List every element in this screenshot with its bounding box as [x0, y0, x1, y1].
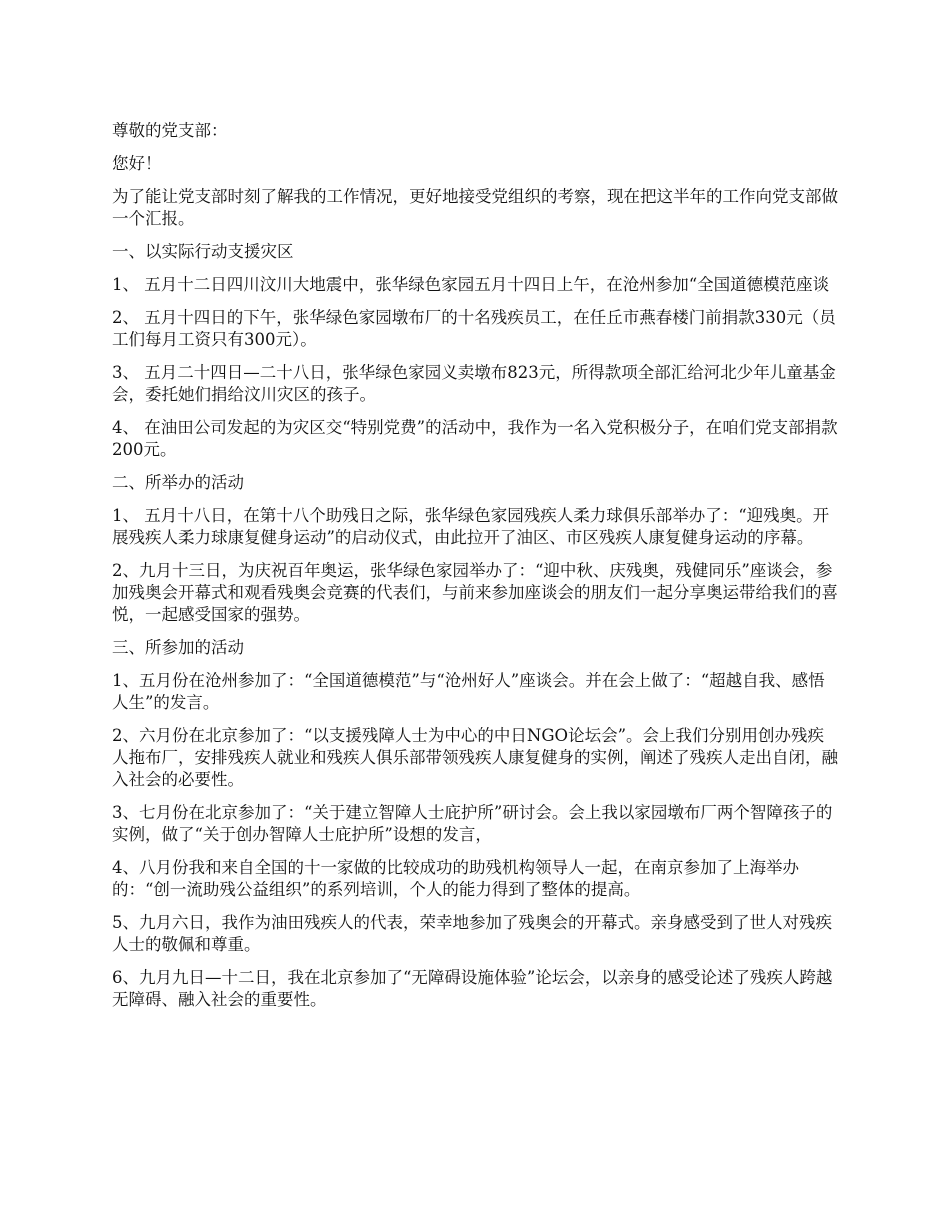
list-item: 5、九月六日，我作为油田残疾人的代表，荣幸地参加了残奥会的开幕式。亲身感受到了世人对残疾人士的敬佩和尊重。 — [112, 913, 832, 954]
section-heading: 二、所举办的活动 — [112, 473, 244, 492]
list-item: 6、九月九日—十二日，我在北京参加了“无障碍设施体验”论坛会，以亲身的感受论述了残疾人跨越无障碍、融入社会的重要性。 — [112, 968, 833, 1009]
list-item: 1、 五月十八日，在第十八个助残日之际，张华绿色家园残疾人柔力球俱乐部举办了：“迎残奥。开展残疾人柔力球康复健身运动”的启动仪式，由此拉开了油区、市区残疾人康复健身运动的序幕。 — [112, 506, 830, 547]
list-item: 1、五月份在沧州参加了：“全国道德模范”与“沧州好人”座谈会。并在会上做了：“超越自我、感悟人生”的发言。 — [112, 671, 825, 712]
greeting: 您好！ — [112, 154, 162, 173]
salutation: 尊敬的党支部： — [112, 121, 228, 140]
section-heading: 三、所参加的活动 — [112, 638, 244, 657]
list-item: 2、六月份在北京参加了：“以支援残障人士为中心的中日NGO论坛会”。会上我们分别用创办残疾人拖布厂，安排残疾人就业和残疾人俱乐部带领残疾人康复健身的实例，阐述了残疾人走出自闭，融入社会的必要性。 — [112, 726, 838, 789]
document-body — [112, 120, 840, 1022]
list-item: 2、九月十三日，为庆祝百年奥运，张华绿色家园举办了：“迎中秋、庆残奥，残健同乐”座谈会，参加残奥会开幕式和观看残奥会竞赛的代表们，与前来参加座谈会的朋友们一起分享奥运带给我们的喜悦，一起感受国家的强势。 — [112, 561, 838, 624]
list-item: 4、八月份我和来自全国的十一家做的比较成功的助残机构领导人一起，在南京参加了上海举办的：“创一流助残公益组织”的系列培训，个人的能力得到了整体的提高。 — [112, 858, 799, 899]
list-item: 1、 五月十二日四川汶川大地震中，张华绿色家园五月十四日上午，在沧州参加“全国道德模范座谈 — [112, 275, 830, 294]
list-item: 3、七月份在北京参加了：“关于建立智障人士庇护所”研讨会。会上我以家园墩布厂两个智障孩子的实例，做了“关于创办智障人士庇护所”设想的发言， — [112, 803, 833, 844]
list-item: 4、 在油田公司发起的为灾区交“特别党费”的活动中，我作为一名入党积极分子，在咱们党支部捐款200元。 — [112, 418, 838, 459]
list-item: 3、 五月二十四日—二十八日，张华绿色家园义卖墩布823元，所得款项全部汇给河北少年儿童基金会，委托她们捐给汶川灾区的孩子。 — [112, 363, 836, 404]
list-item: 2、 五月十四日的下午，张华绿色家园墩布厂的十名残疾员工，在任丘市燕春楼门前捐款330元（员工们每月工资只有300元）。 — [112, 308, 836, 349]
section-heading: 一、以实际行动支援灾区 — [112, 242, 294, 261]
intro-paragraph: 为了能让党支部时刻了解我的工作情况，更好地接受党组织的考察，现在把这半年的工作向党支部做一个汇报。 — [112, 187, 838, 228]
